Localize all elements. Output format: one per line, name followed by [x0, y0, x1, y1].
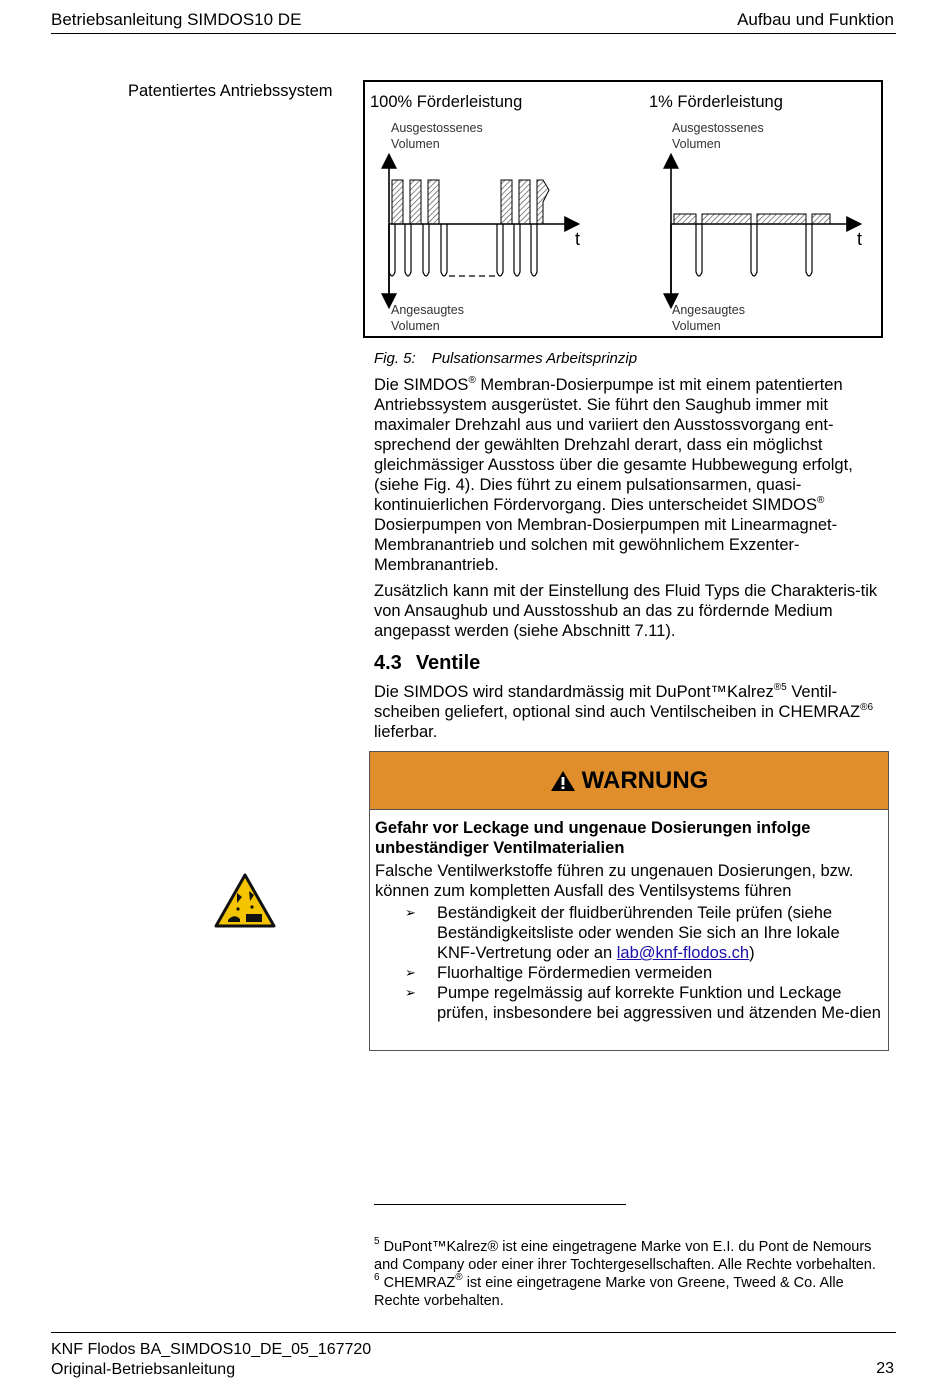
running-header-left: Betriebsanleitung SIMDOS10 DE [51, 10, 302, 29]
warning-heading: Gefahr vor Leckage und ungenaue Dosierungen infolge unbeständiger Ventilmaterialien [375, 819, 811, 857]
left-top-label: Ausgestossenes Volumen [391, 121, 483, 151]
footnote-5: $^5$ DuPont™Kalrez® ist eine eingetragene Marke von E.I. du Pont de Nemours and Company oder einer ihrer Tochtergesellschaften. Alle Rechte vorbehalten. [374, 1236, 876, 1273]
footer-document-type: Original-Betriebsanleitung [51, 1361, 236, 1378]
left-bottom-label: Angesaugtes Volumen [391, 303, 464, 333]
warning-measures [375, 903, 882, 1023]
footer-document-id: KNF Flodos BA_SIMDOS10_DE_05_167720 [51, 1341, 372, 1358]
diagram-title-right: 1% Förderleistung [649, 93, 783, 111]
paragraph-drive-system: Die SIMDOS® Membran-Dosierpumpe ist mit einem patentierten Antriebssystem ausgerüstet. Sie führt den Saughub immer mit maximaler Drehzahl aus und variiert den Ausstossvorgang ent-sprechend der gewählten Drehzahl derart, dass ein möglichst gleichmässiger Ausstoss über die gesamte Hubbewegung erfolgt, (siehe Fig. 4). Dies führt zu einem pulsationsarmen, quasi-kontinuierlichen Fördervorgang. Dies unterscheidet SIMDOS® Dosierpumpen von Membran-Dosierpumpen mit Linearmagnet-Membranantrieb und solchen mit gewöhnlichem Exzenter-Membranantrieb. [374, 375, 853, 574]
warning-bullet: ➢ Pumpe regelmässig auf korrekte Funktion und Leckage prüfen, insbesondere bei aggressiven und ätzenden Me-dien [405, 984, 881, 1022]
warning-bullet: ➢ Beständigkeit der fluidberührenden Teile prüfen (siehe Beständigkeitsliste oder wenden Sie sich an Ihre lokale KNF-Vertretung oder an lab@knf-flodos.ch) [405, 904, 840, 962]
figure-caption: Fig. 5: Pulsationsarmes Arbeitsprinzip [374, 350, 638, 367]
bullet-arrow-icon: ➢ [405, 985, 416, 1000]
graph-1-percent [671, 156, 859, 306]
pulsation-diagram [363, 80, 883, 338]
email-link[interactable]: lab@knf-flodos.ch [616, 944, 750, 962]
warning-header [370, 752, 888, 810]
paragraph-valves: Die SIMDOS wird standardmässig mit DuPont™Kalrez$^{®5}$ Ventil-scheiben geliefert, optional sind auch Ventilscheiben in $CHEMRAZ^{®6}$ lieferbar. [374, 682, 874, 741]
paragraph-fluid-type: Zusätzlich kann mit der Einstellung des Fluid Typs die Charakteris-tik von Ansaughub und Ausstosshub an das zu fördernde Medium angepasst werden (siehe Abschnitt 7.11). [374, 582, 878, 640]
right-time-label: t [857, 229, 863, 249]
page-number: 23 [876, 1360, 894, 1377]
diagram-title-left: 100% Förderleistung [370, 93, 523, 111]
footer-left [51, 1340, 371, 1380]
footer-rule [51, 1332, 896, 1333]
bullet-arrow-icon: ➢ [405, 905, 416, 920]
header-rule [51, 33, 896, 34]
margin-label: Patentiertes Antriebssystem [128, 82, 333, 100]
left-time-label: t [575, 229, 581, 249]
body-column [374, 375, 894, 742]
right-top-label: Ausgestossenes Volumen [672, 121, 764, 151]
right-bottom-label: Angesaugtes Volumen [672, 303, 745, 333]
section-heading: 4.3 Ventile [374, 652, 481, 674]
footnotes [374, 1238, 892, 1310]
warning-box [369, 751, 889, 1051]
warning-text: Falsche Ventilwerkstoffe führen zu ungenauen Dosierungen, bzw. können zum kompletten Ausfall des Ventilsystems führen [375, 862, 854, 900]
running-header-right: Aufbau und Funktion [737, 10, 894, 29]
warning-title: WARNUNG [581, 766, 709, 794]
footnote-6: $^6$ CHEMRAZ® ist eine eingetragene Marke von Greene, Tweed & Co. Alle Rechte vorbehalten. [374, 1272, 844, 1309]
graph-100-percent [389, 156, 577, 306]
bullet-arrow-icon: ➢ [405, 965, 416, 980]
footnote-separator [374, 1204, 626, 1205]
corrosive-hazard-icon [214, 873, 276, 929]
warning-triangle-icon [550, 770, 576, 792]
warning-body [375, 818, 882, 1023]
warning-bullet: ➢ Fluorhaltige Fördermedien vermeiden [405, 964, 713, 982]
